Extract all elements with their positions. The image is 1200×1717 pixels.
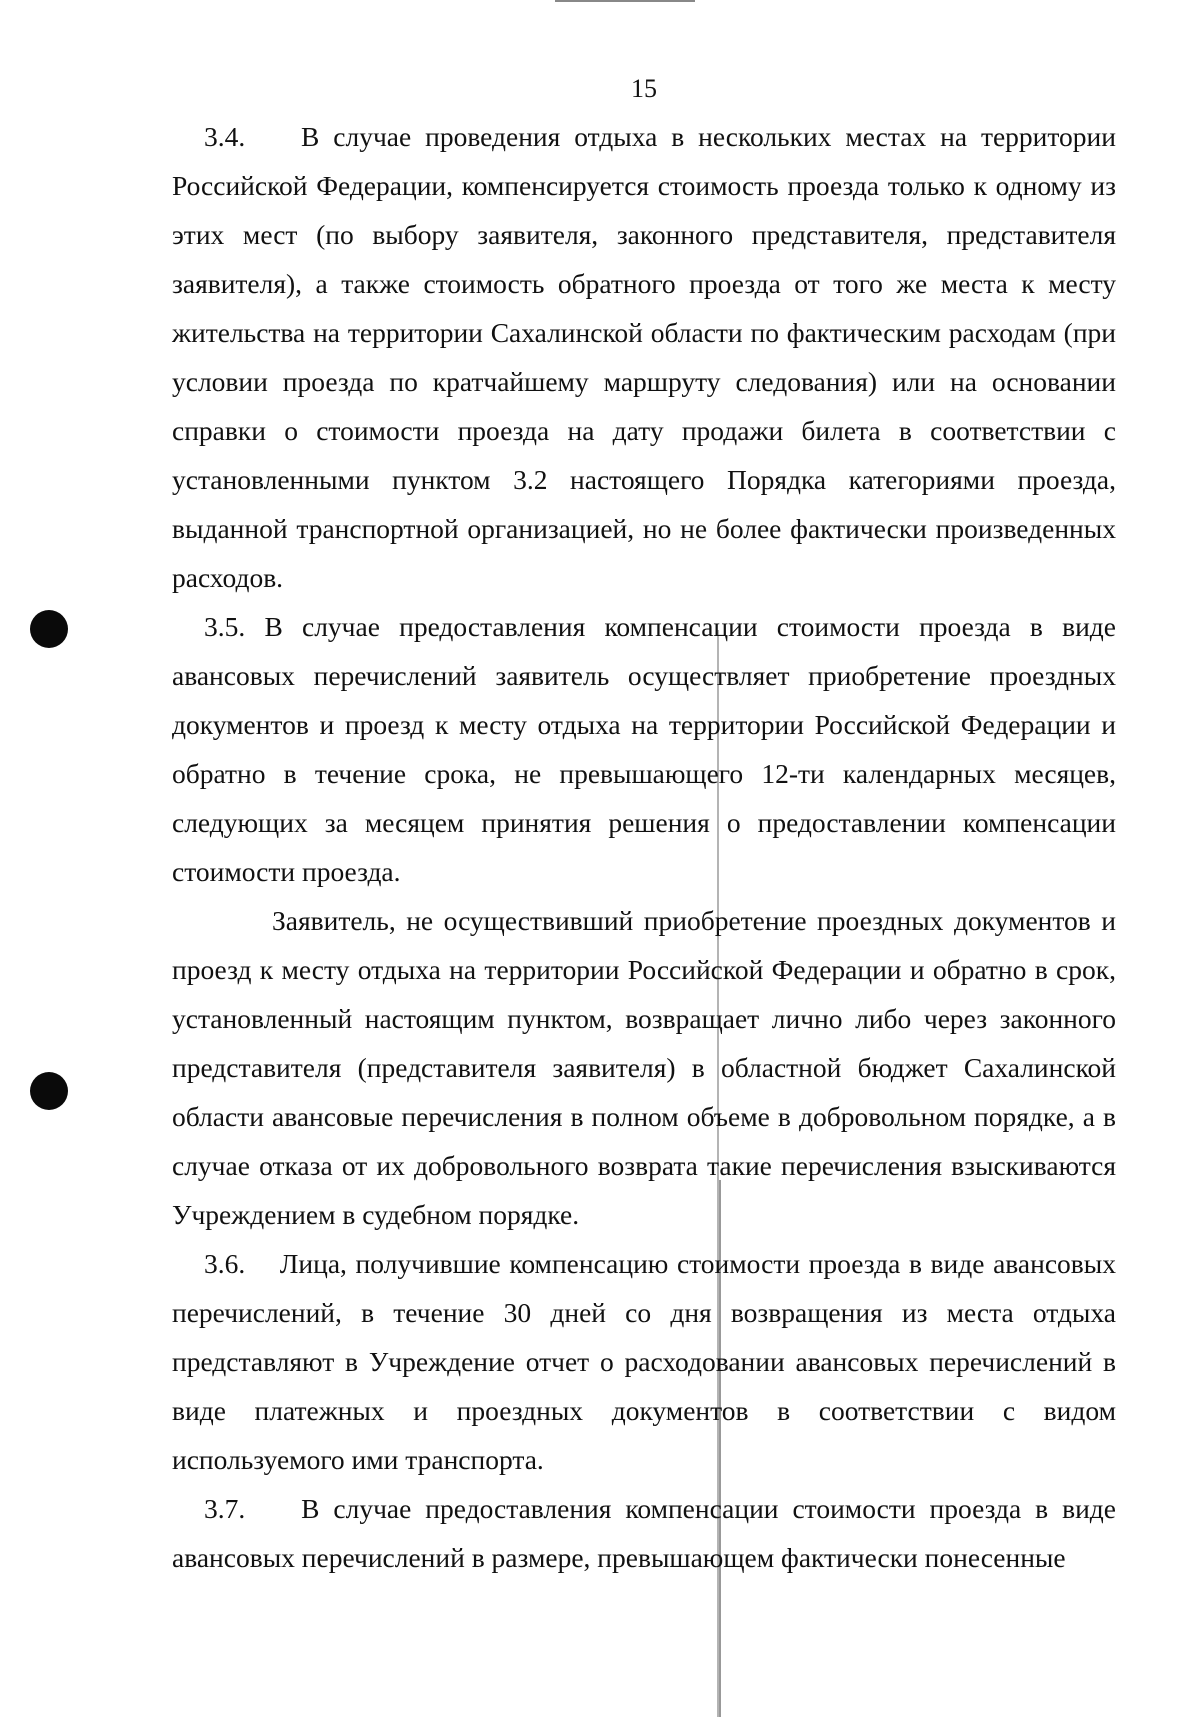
clause-text: В случае проведения отдыха в нескольких местах на территории Российской Федерации, компенсируется стоимость проезда только к одному из этих мест (по выбору заявителя, законного представителя, представителя заявителя), а также стоимость обратного проезда от того же места к месту жительства на территории Сахалинской области по фактическим расходам (при условии проезда по кратчайшему маршруту следования) или на основании справки о стоимости проезда на дату продажи билета в соответствии с установленными пунктом 3.2 настоящего Порядка категориями проезда, выданной транспортной организацией, но не более фактически произведенных расходов. (172, 121, 1116, 593)
clause-label: 3.7. (204, 1493, 246, 1524)
clause-text: Заявитель, не осуществивший приобретение проездных документов и проезд к месту отдыха на территории Российской Федерации и обратно в срок, установленный настоящим пунктом, возвращает лично либо через законного представителя (представителя заявителя) в областной бюджет Сахалинской области авансовые перечисления в полном объеме в добровольном порядке, а в случае отказа от их добровольного возврата такие перечисления взыскиваются Учреждением в судебном порядке. (172, 905, 1116, 1230)
clause-3-6 (172, 1239, 1116, 1484)
punch-hole (30, 610, 68, 648)
clause-3-5 (172, 602, 1116, 896)
document-body (172, 112, 1116, 1582)
clause-text: В случае предоставления компенсации стоимости проезда в виде авансовых перечислений в размере, превышающем фактически понесенные (172, 1493, 1116, 1573)
punch-hole (30, 1072, 68, 1110)
clause-text: Лица, получившие компенсацию стоимости проезда в виде авансовых перечислений, в течение 30 дней со дня возвращения из места отдыха представляют в Учреждение отчет о расходовании авансовых перечислений в виде платежных и проездных документов в соответствии с видом используемого ими транспорта. (172, 1248, 1116, 1475)
clause-label: 3.5. (204, 611, 246, 642)
clause-label: 3.6. (204, 1248, 246, 1279)
clause-label: 3.4. (204, 121, 246, 152)
clause-3-5-paragraph-2 (172, 896, 1116, 1239)
scan-artifact-line (555, 0, 695, 2)
clause-text: В случае предоставления компенсации стоимости проезда в виде авансовых перечислений заявитель осуществляет приобретение проездных документов и проезд к месту отдыха на территории Российской Федерации и обратно в течение срока, не превышающего 12-ти календарных месяцев, следующих за месяцем принятия решения о предоставлении компенсации стоимости проезда. (172, 611, 1116, 887)
page-number: 15 (631, 74, 657, 103)
clause-3-4 (172, 112, 1116, 602)
clause-3-7 (172, 1484, 1116, 1582)
